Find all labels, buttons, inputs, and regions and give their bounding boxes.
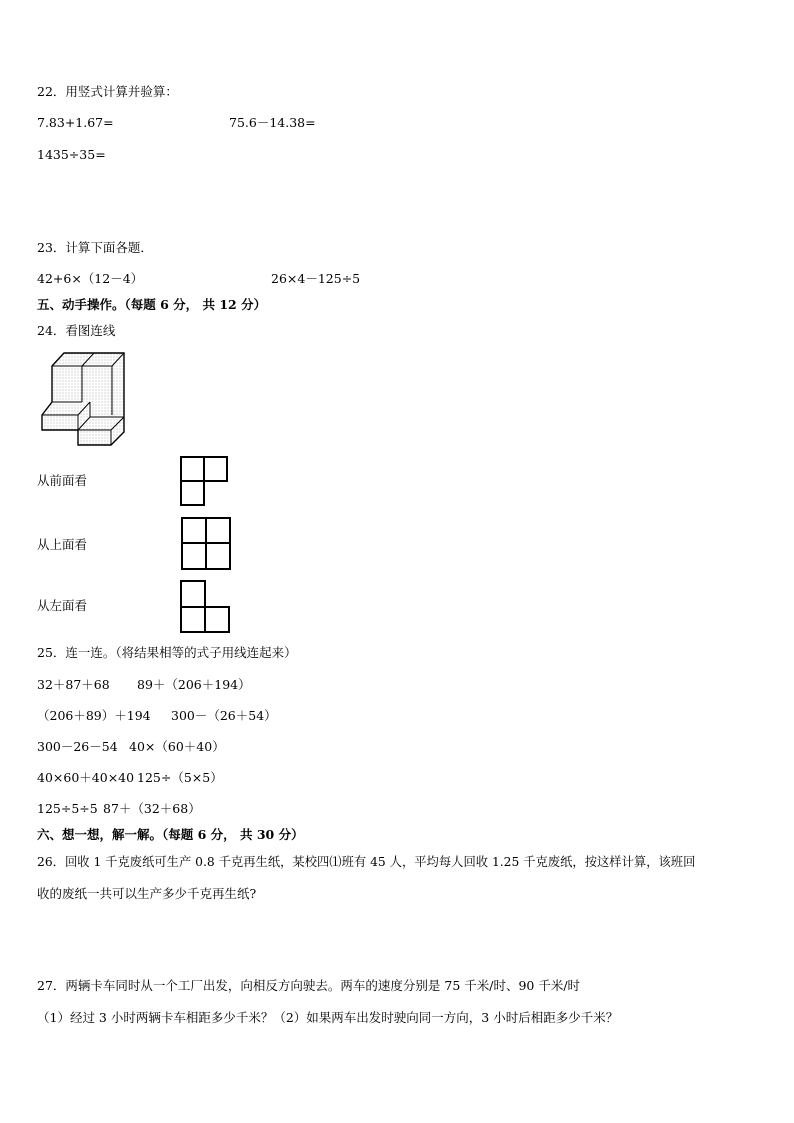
q22-expression-2: 75.6－14.38= xyxy=(229,115,316,130)
view-label-top: 从上面看 xyxy=(37,537,88,552)
q23-expression-2: 26×4－125÷5 xyxy=(271,271,361,286)
q25-left-expression: 300－26－54 xyxy=(37,739,118,754)
section-6-heading: 六、想一想，解一解。（每题 6 分， 共 30 分） xyxy=(37,827,304,842)
view-shape-a xyxy=(180,456,228,506)
q25-right-expression: 89＋（206＋194） xyxy=(137,677,251,692)
section-5-heading: 五、动手操作。（每题 6 分， 共 12 分） xyxy=(37,297,267,312)
view-shape-c xyxy=(180,580,230,633)
q25-right-expression: 40×（60＋40） xyxy=(129,739,225,754)
q25-right-expression: 125÷（5×5） xyxy=(137,770,223,785)
q23-expression-1: 42+6×（12－4） xyxy=(37,271,144,286)
q22-expression-1: 7.83+1.67= xyxy=(37,115,114,130)
q27-text-line-2: （1）经过 3 小时两辆卡车相距多少千米？（2）如果两车出发时驶向同一方向，3 小时后相距多少千米？ xyxy=(37,1010,619,1025)
q27-text-line-1: 27．两辆卡车同时从一个工厂出发，向相反方向驶去。两车的速度分别是 75 千米/时、90 千米/时 xyxy=(37,978,581,993)
q22-title: 22．用竖式计算并验算： xyxy=(37,84,178,99)
q26-text-line-2: 收的废纸一共可以生产多少千克再生纸? xyxy=(37,886,257,901)
q22-expression-3: 1435÷35= xyxy=(37,147,106,162)
q25-title: 25．连一连。（将结果相等的式子用线连起来） xyxy=(37,645,297,660)
view-shape-b xyxy=(181,517,231,570)
view-label-front: 从前面看 xyxy=(37,473,88,488)
q25-left-expression: 125÷5÷5 xyxy=(37,801,98,816)
cube-stack-figure xyxy=(38,350,130,446)
q25-right-expression: 87＋（32＋68） xyxy=(103,801,201,816)
q25-left-expression: （206＋89）＋194 xyxy=(37,708,151,723)
q25-left-expression: 40×60＋40×40 xyxy=(37,770,135,785)
view-label-left: 从左面看 xyxy=(37,598,88,613)
q26-text-line-1: 26．回收 1 千克废纸可生产 0.8 千克再生纸，某校四⑴班有 45 人，平均每人回收 1.25 千克废纸，按这样计算，该班回 xyxy=(37,855,696,869)
q23-title: 23．计算下面各题． xyxy=(37,240,153,255)
q25-left-expression: 32＋87＋68 xyxy=(37,677,110,692)
q24-title: 24．看图连线 xyxy=(37,323,116,338)
q25-right-expression: 300－（26＋54） xyxy=(171,708,277,723)
